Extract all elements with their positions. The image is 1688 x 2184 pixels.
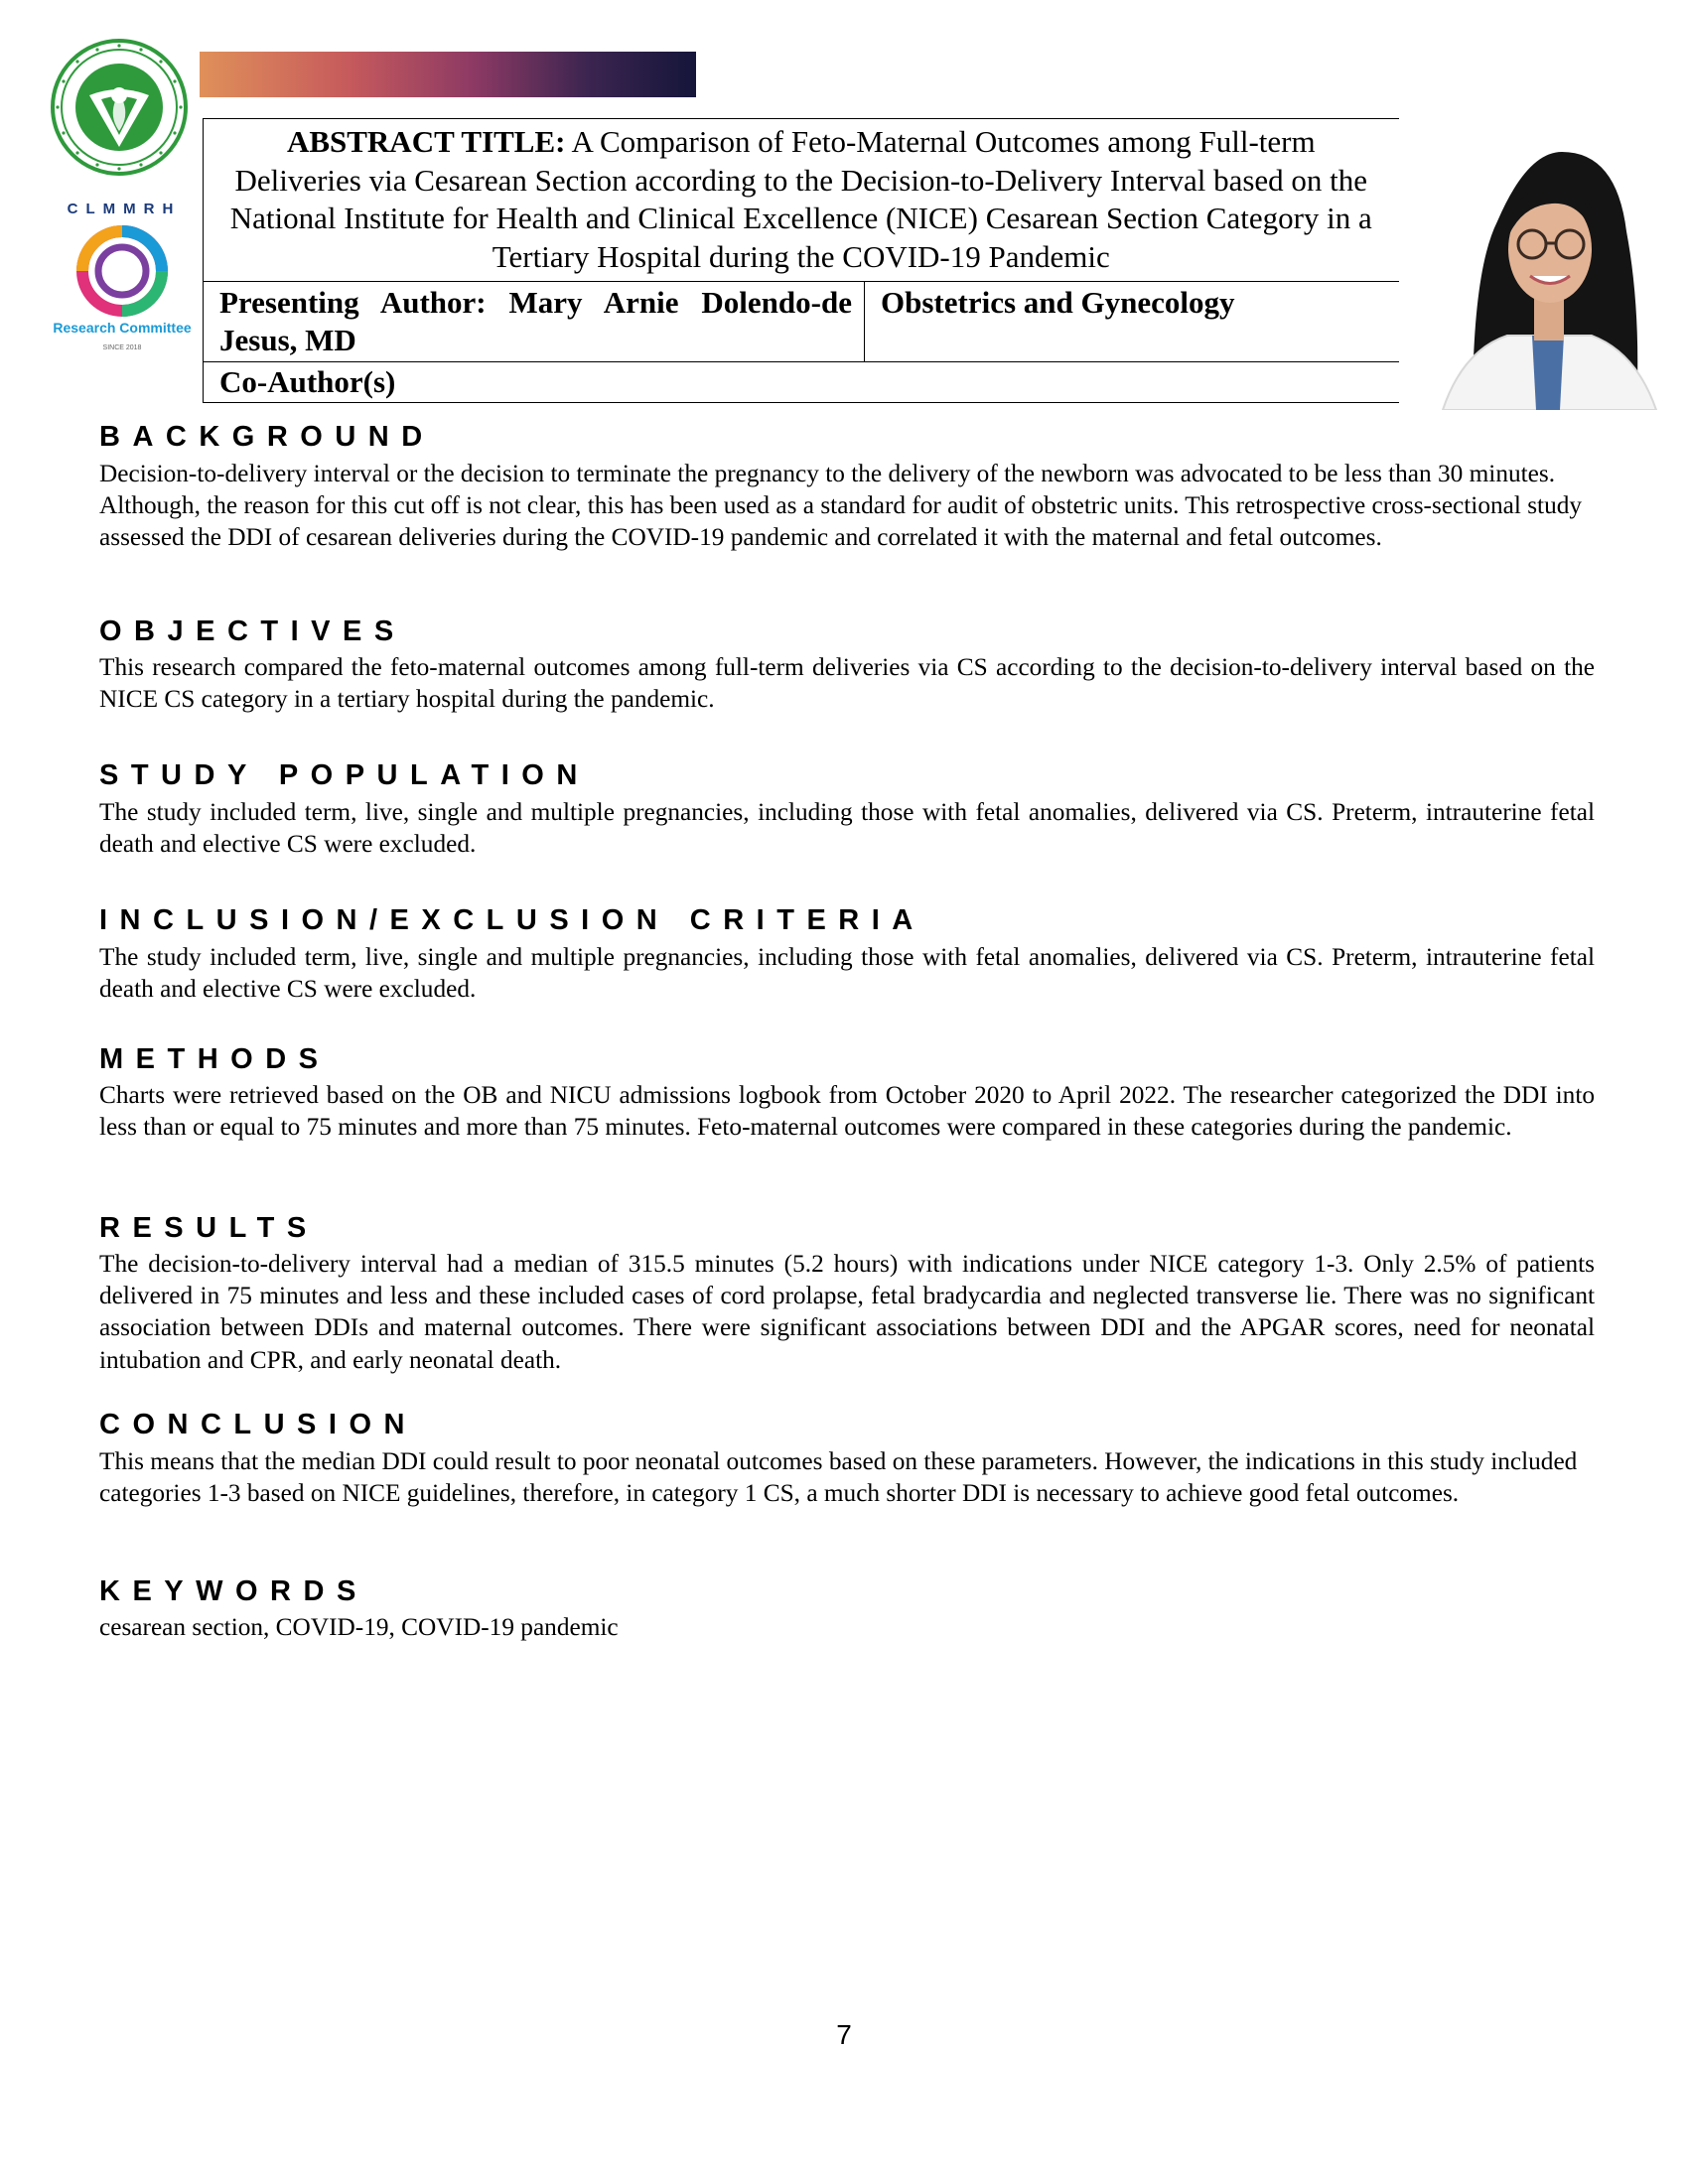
header-gradient-bar — [200, 52, 696, 97]
presenting-author: Presenting Author: Mary Arnie Dolendo-de Jesus, MD — [204, 282, 865, 362]
abstract-title-cell — [204, 119, 1399, 282]
clmmrh-logo-text: CLMMRH — [67, 201, 182, 217]
body-methods: Charts were retrieved based on the OB and NICU admissions logbook from October 2020 to April 2022. The researcher categorized the DDI into less than or equal to 75 minutes and more than 75 minutes. Feto-maternal outcomes were compared in these categories during the pandemic. — [99, 1081, 1595, 1142]
body-results: The decision-to-delivery interval had a median of 315.5 minutes (5.2 hours) with indications under NICE category 1-3. Only 2.5% of patients delivered in 75 minutes and less and these included cases of cord prolapse, fetal bradycardia and neglected transverse lie. There was no significant association between DDIs and maternal outcomes. There were significant associations between DDI and the APGAR scores, need for neonatal intubation and CPR, and early neonatal death. — [99, 1250, 1595, 1374]
heading-keywords: KEYWORDS — [99, 1575, 368, 1607]
heading-study-population: STUDY POPULATION — [99, 759, 590, 791]
body-keywords: cesarean section, COVID-19, COVID-19 pandemic — [99, 1613, 619, 1641]
body-inclusion-exclusion: The study included term, live, single and multiple pregnancies, including those with fetal anomalies, delivered via CS. Preterm, intrauterine fetal death and elective CS were excluded. — [99, 943, 1595, 1004]
heading-conclusion: CONCLUSION — [99, 1409, 417, 1440]
body-objectives: This research compared the feto-maternal outcomes among full-term deliveries via CS according to the decision-to-delivery interval based on the NICE CS category in a tertiary hospital during the pandemic. — [99, 653, 1595, 714]
heading-inclusion-exclusion: INCLUSION/EXCLUSION CRITERIA — [99, 904, 925, 936]
logo-since-text: SINCE 2018 — [102, 344, 142, 351]
department-seal-logo — [50, 38, 189, 177]
heading-objectives: OBJECTIVES — [99, 615, 406, 647]
page-number: 7 — [836, 2019, 852, 2050]
research-committee-logo — [50, 194, 199, 357]
body-study-population: The study included term, live, single and multiple pregnancies, including those with fetal anomalies, delivered via CS. Preterm, intrauterine fetal death and elective CS were excluded. — [99, 798, 1595, 859]
research-committee-logo-text: Research Committee — [53, 320, 192, 336]
abstract-title: A Comparison of Feto-Maternal Outcomes among Full-term Deliveries via Cesarean Section according to the Decision-to-Delivery Interval based on the National Institute for Health and Clinical Excellence (NICE) Cesarean Section Category in a Tertiary Hospital during the COVID-19 Pandemic — [229, 124, 1372, 274]
presenter-photo — [1403, 122, 1687, 410]
heading-methods: METHODS — [99, 1043, 331, 1075]
abstract-title-label: ABSTRACT TITLE: — [286, 124, 566, 159]
body-conclusion: This means that the median DDI could result to poor neonatal outcomes based on these parameters. However, the indications in this study included categories 1-3 based on NICE guidelines, therefore, in category 1 CS, a much shorter DDI is necessary to achieve good fetal outcomes. — [99, 1447, 1578, 1508]
body-background: Decision-to-delivery interval or the decision to terminate the pregnancy to the delivery of the newborn was advocated to be less than 30 minutes. Although, the reason for this cut off is not clear, this has been used as a standard for audit of obstetric units. This retrospective cross-sectional study assessed the DDI of cesarean deliveries during the COVID-19 pandemic and correlated it with the maternal and fetal outcomes. — [99, 460, 1583, 552]
heading-results: RESULTS — [99, 1212, 319, 1244]
heading-background: BACKGROUND — [99, 421, 435, 453]
department: Obstetrics and Gynecology — [865, 282, 1399, 362]
co-authors: Co-Author(s) — [204, 362, 1399, 403]
abstract-header-table — [203, 118, 1399, 403]
